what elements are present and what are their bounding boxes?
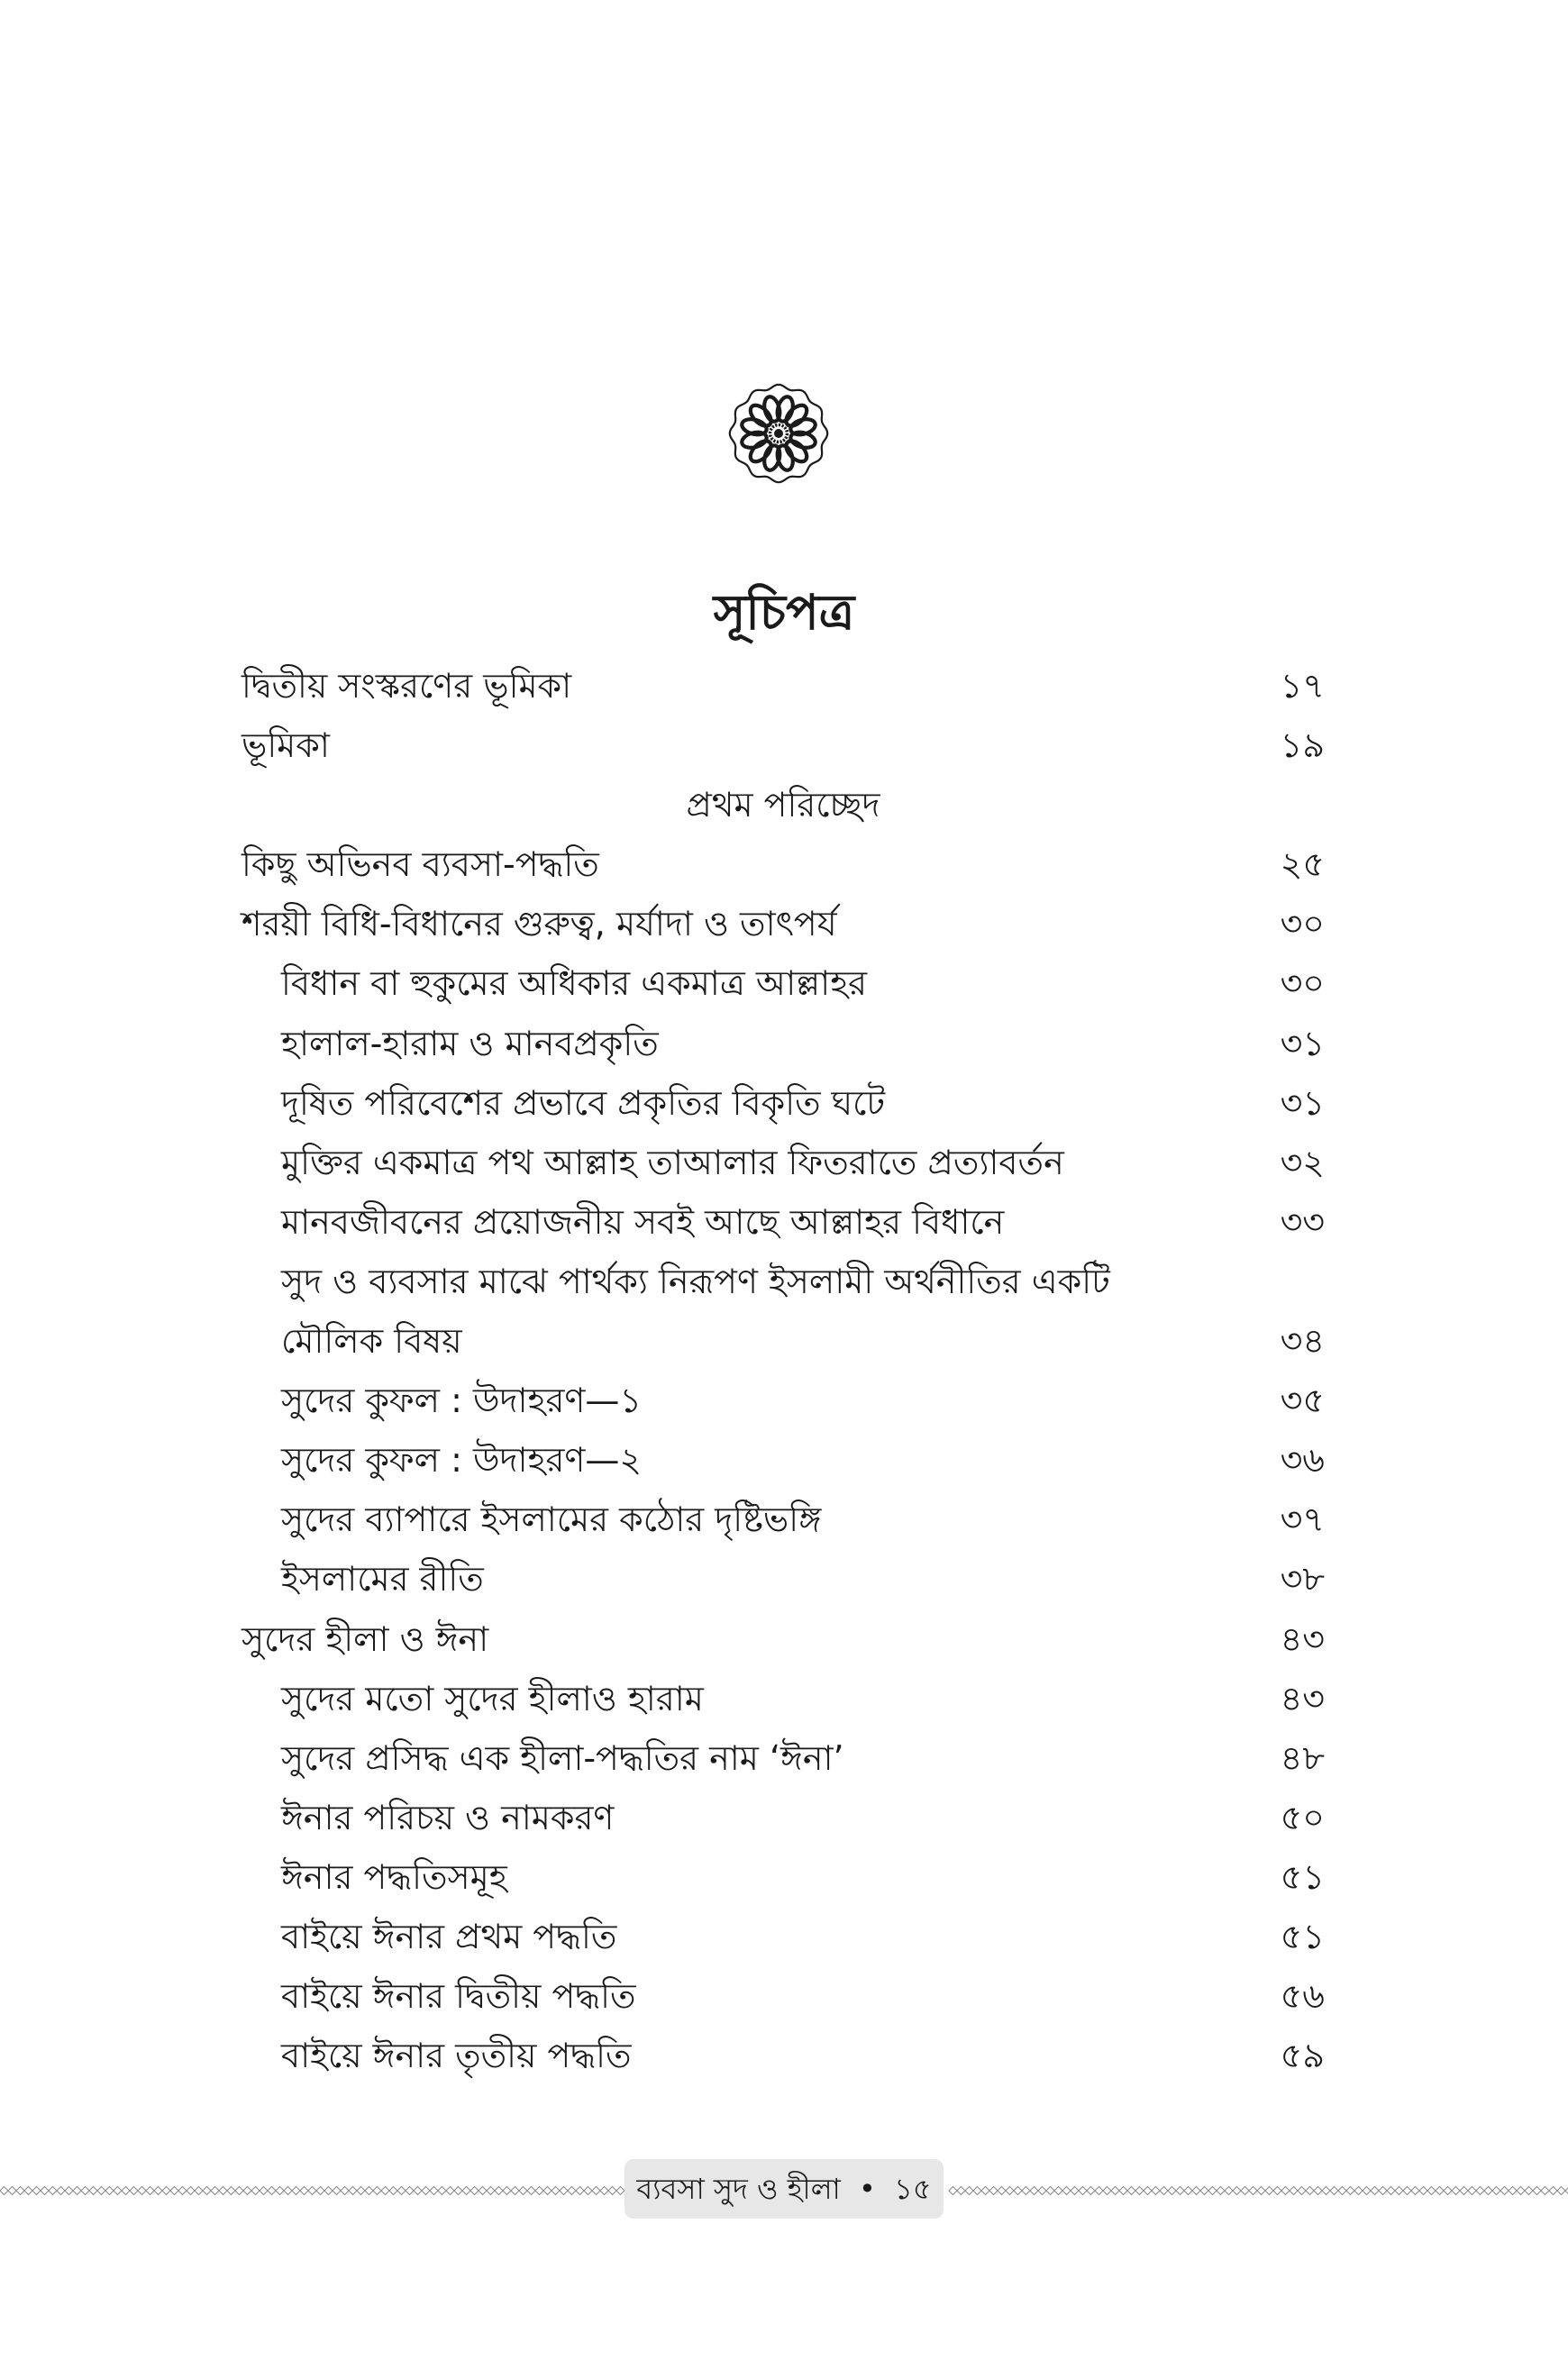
toc-entry[interactable] — [242, 894, 1325, 953]
toc-entry-page-number: ১৯ — [1280, 725, 1325, 766]
toc-entry-page-number: ৩০ — [1280, 963, 1325, 1004]
toc-entry[interactable] — [242, 1371, 1325, 1430]
toc-entry[interactable] — [242, 1609, 1325, 1669]
footer-separator: • — [859, 2172, 876, 2206]
toc-entry-title: কিছু অভিনব ব্যবসা-পদ্ধতি — [242, 844, 599, 885]
toc-entry-title: সুদের মতো সুদের হীলাও হারাম — [281, 1678, 704, 1718]
toc-entry[interactable] — [242, 1907, 1325, 1966]
toc-entry-title: শরয়ী বিধি-বিধানের গুরুত্ব, মর্যাদা ও তাৎপর্য — [242, 904, 837, 944]
toc-entry[interactable] — [242, 2026, 1325, 2085]
toc-entry-page-number: ৩৭ — [1280, 1499, 1325, 1540]
toc-entry-page-number: ৩৬ — [1280, 1440, 1325, 1481]
footer-book-title: ব্যবসা সুদ ও হীলা — [636, 2172, 841, 2206]
toc-entry-title: হালাল-হারাম ও মানবপ্রকৃতি — [281, 1023, 659, 1063]
toc-entry[interactable] — [242, 656, 1325, 716]
toc-entry-page-number: ৩৫ — [1280, 1381, 1325, 1421]
toc-entry-title: বাইয়ে ঈনার তৃতীয় পদ্ধতি — [281, 2036, 632, 2076]
toc-entry-page-number: ৩১ — [1280, 1023, 1325, 1063]
toc-entry-title: সুদের প্রসিদ্ধ এক হীলা-পদ্ধতির নাম ‘ঈনা’ — [281, 1737, 844, 1778]
toc-entry[interactable] — [242, 1073, 1325, 1133]
rosette-petal — [782, 437, 810, 465]
toc-entry-page-number: ৪৩ — [1280, 1678, 1325, 1718]
toc-entry-title: সুদ ও ব্যবসার মাঝে পার্থক্য নিরূপণ ইসলামী অর্থনীতির একটি — [281, 1261, 1110, 1301]
rosette-petal — [747, 402, 775, 430]
toc-entry-title: সুদের হীলা ও ঈনা — [242, 1618, 489, 1659]
toc-section-heading — [242, 775, 1325, 834]
toc-entry[interactable] — [242, 1430, 1325, 1490]
toc-entry-title: বাইয়ে ঈনার দ্বিতীয় পদ্ধতি — [281, 1976, 636, 2017]
toc-entry-page-number: ৫১ — [1280, 1856, 1325, 1897]
toc-entry-title: মানবজীবনের প্রয়োজনীয় সবই আছে আল্লাহর বিধানে — [281, 1201, 1005, 1242]
toc-entry[interactable] — [242, 1669, 1325, 1728]
toc-entry[interactable] — [242, 1014, 1325, 1073]
toc-entry-title: প্রথম পরিচ্ছেদ — [686, 785, 880, 825]
toc-entry[interactable] — [242, 1133, 1325, 1192]
toc-entry-page-number: ৫১ — [1280, 1916, 1325, 1956]
toc-entry[interactable] — [242, 1192, 1325, 1252]
toc-entry[interactable] — [242, 1311, 1325, 1371]
toc-entry-page-number: ৩৪ — [1280, 1321, 1325, 1362]
rosette-petal — [747, 437, 775, 465]
toc-entry-title: বিধান বা হুকুমের অধিকার একমাত্র আল্লাহর — [281, 963, 868, 1004]
toc-entry[interactable] — [242, 953, 1325, 1013]
toc-entry-page-number: ৩১ — [1280, 1082, 1325, 1123]
toc-entry-title: ঈনার পদ্ধতিসমূহ — [281, 1856, 507, 1897]
toc-entry-title: সুদের কুফল : উদাহরণ—১ — [281, 1381, 643, 1421]
toc-entry[interactable] — [242, 1966, 1325, 2026]
toc-entry[interactable] — [242, 1847, 1325, 1907]
footer-page-number: ১৫ — [894, 2172, 932, 2206]
toc-entry-title: ঈনার পরিচয় ও নামকরণ — [281, 1797, 615, 1837]
toc-entry[interactable] — [242, 1549, 1325, 1609]
rosette-petal — [761, 395, 782, 423]
table-of-contents — [242, 656, 1325, 2085]
toc-entry[interactable] — [242, 1728, 1325, 1788]
running-footer — [624, 2159, 944, 2219]
toc-entry-page-number: ৫৬ — [1280, 1976, 1325, 2017]
toc-entry-title: মুক্তির একমাত্র পথ আল্লাহ তাআলার ফিতরাতে প্রত্যাবর্তন — [281, 1142, 1064, 1182]
toc-entry[interactable] — [242, 1788, 1325, 1847]
toc-entry-title: বাইয়ে ঈনার প্রথম পদ্ধতি — [281, 1916, 617, 1956]
toc-entry-page-number: ৪৩ — [1280, 1618, 1325, 1659]
toc-entry-title: দূষিত পরিবেশের প্রভাবে প্রকৃতির বিকৃতি ঘটে — [281, 1082, 886, 1123]
flower-rosette-icon — [728, 383, 829, 484]
toc-entry-title: দ্বিতীয় সংস্করণের ভূমিকা — [242, 666, 572, 706]
toc-entry-page-number: ৫০ — [1280, 1797, 1325, 1837]
toc-entry-title: সুদের ব্যাপারে ইসলামের কঠোর দৃষ্টিভঙ্গি — [281, 1499, 822, 1540]
toc-entry-page-number: ৫৯ — [1280, 2036, 1325, 2076]
toc-entry-page-number: ২৫ — [1280, 844, 1325, 885]
toc-entry[interactable] — [242, 1252, 1325, 1311]
rosette-petal — [782, 402, 810, 430]
toc-entry-page-number: ৩০ — [1280, 904, 1325, 944]
toc-entry-title: মৌলিক বিষয় — [281, 1321, 462, 1362]
toc-entry-page-number: ১৭ — [1280, 666, 1325, 706]
toc-entry-title: ভূমিকা — [242, 725, 330, 766]
page-title: সূচিপত্র — [713, 584, 855, 641]
toc-entry-title: ইসলামের রীতি — [281, 1559, 484, 1600]
toc-entry-page-number: ৩২ — [1280, 1142, 1325, 1182]
toc-entry[interactable] — [242, 834, 1325, 894]
toc-entry[interactable] — [242, 1490, 1325, 1549]
toc-entry-page-number: ৪৮ — [1280, 1737, 1325, 1778]
toc-entry-title: সুদের কুফল : উদাহরণ—২ — [281, 1440, 643, 1481]
toc-entry-page-number: ৩৮ — [1280, 1559, 1325, 1600]
toc-entry-page-number: ৩৩ — [1280, 1201, 1325, 1242]
toc-entry[interactable] — [242, 716, 1325, 775]
